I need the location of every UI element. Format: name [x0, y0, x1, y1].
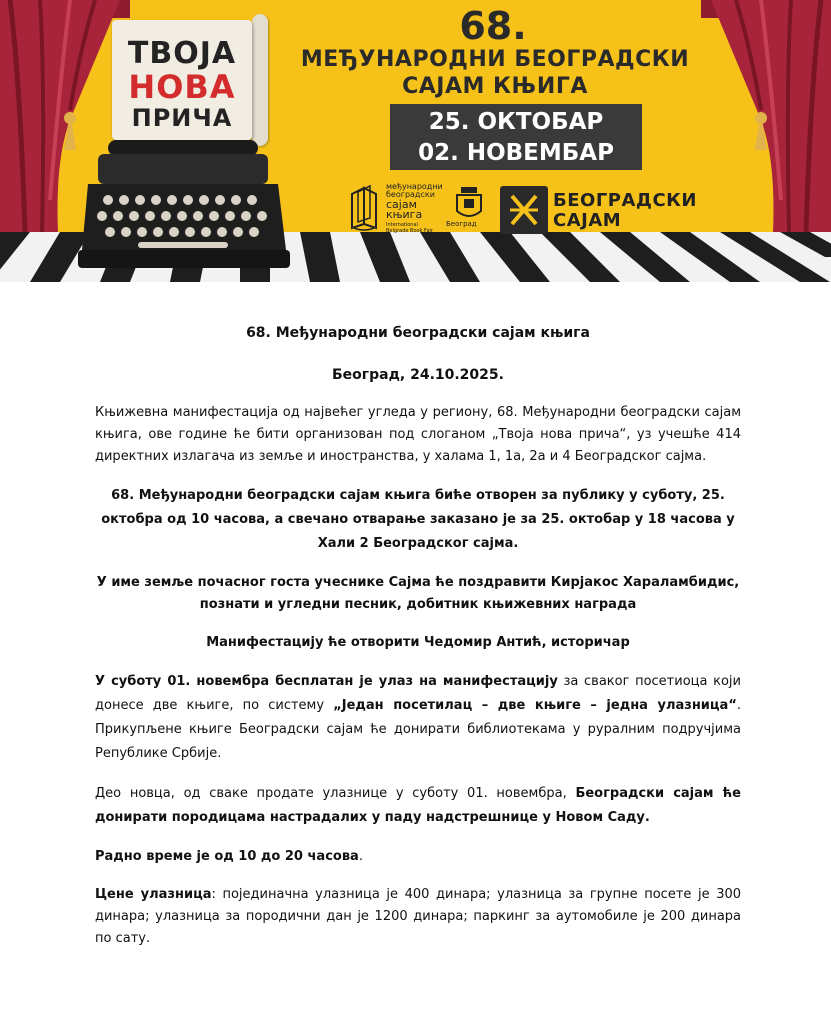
prices-text: : појединачна улазница је 400 динара; улазница за групне посете је 300 динара; улазница за породични дан је 1200 динара; паркинг за аутомобиле је 200 динара по сату. [95, 887, 742, 946]
paragraph-guest: У име земље почасног госта учеснике Сајма ће поздравити Кирјакос Хараламбидис, познати и угледни песник, добитник књижевних награда [96, 575, 740, 612]
fair-logo-text [386, 200, 422, 220]
paragraph-opener: Манифестацију ће отворити Чедомир Антић, историчар [206, 635, 630, 650]
free-entry-end: . Прикупљене књиге Београдски сајам ће донирати библиотекама у руралним подручјима Републике Србије. [95, 698, 742, 761]
paragraph-opening: 68. Међународни београдски сајам књига биће отворен за публику у суботу, 25. октобра од 10 часова, а свечано отварање заказано је за 25. октобар у 18 часова у Хали 2 Београдског сајма. [101, 488, 735, 551]
fair-title [300, 46, 690, 100]
paragraph-donation [95, 782, 741, 830]
fair-logo-english-text: International Belgrade Book Fair [386, 222, 433, 234]
date-start: 25. ОКТОБАР [428, 109, 604, 135]
city-logo-label: Београд [446, 220, 477, 228]
belgrade-fair-name-line-2: САЈАМ [553, 210, 622, 231]
donation-text: Део новца, од сваке продате улазнице у суботу 01. новембра, [95, 786, 576, 801]
slogan-line-2: НОВА [128, 68, 236, 106]
free-entry-system: „Један посетилац – две књиге – једна улазница“ [333, 698, 737, 713]
free-entry-text: за сваког посетиоца који донесе две књиге, по систему [95, 674, 741, 713]
paragraph-prices [95, 884, 741, 950]
document-dateline: Београд, 24.10.2025. [332, 367, 504, 383]
slogan-paper [112, 20, 252, 140]
fair-logo-small-text: међународни београдски [386, 182, 443, 199]
donation-bold: Београдски сајам ће донирати породицама настрадалих у паду надстрешнице у Новом Саду. [95, 786, 741, 825]
paragraph-hours [95, 846, 741, 868]
belgrade-fair-name-line-1: БЕОГРАДСКИ [553, 190, 697, 211]
paragraph-intro: Књижевна манифестација од највећег угледа у региону, 68. Међународни београдски сајам књига, ове године ће бити организован под слоганом „Твоја нова прича“, уз учешће 414 директних излагача из земље и иностранства, у халама 1, 1а, 2а и 4 Београдског сајма. [95, 405, 741, 464]
slogan-line-1: ТВОЈА [127, 36, 237, 71]
date-end: 02. НОВЕМБАР [418, 140, 614, 166]
fair-logo-word-2: књига [386, 208, 423, 221]
prices-label: Цене улазница [95, 887, 212, 902]
belgrade-fair-logo-icon [500, 186, 548, 234]
paper-roll-image [252, 14, 268, 146]
fair-title-line-1: МЕЂУНАРОДНИ БЕОГРАДСКИ [300, 47, 690, 72]
header-banner [0, 0, 831, 282]
typewriter-image [78, 140, 290, 270]
belgrade-fair-name [553, 191, 697, 231]
fair-title-line-2: САЈАМ КЊИГА [402, 74, 588, 99]
hours-bold: Радно време је од 10 до 20 часова [95, 849, 359, 864]
paragraph-free-entry [95, 670, 741, 766]
edition-number: 68. [459, 4, 527, 48]
document-title: 68. Међународни београдски сајам књига [246, 325, 590, 341]
press-release-body [95, 322, 741, 950]
fair-logo-word-1: сајам [386, 198, 417, 211]
hours-end: . [358, 849, 363, 864]
date-box [390, 104, 642, 170]
free-entry-bold: У суботу 01. новембра бесплатан је улаз на манифестацију [95, 674, 558, 689]
slogan-line-3: ПРИЧА [131, 104, 233, 132]
